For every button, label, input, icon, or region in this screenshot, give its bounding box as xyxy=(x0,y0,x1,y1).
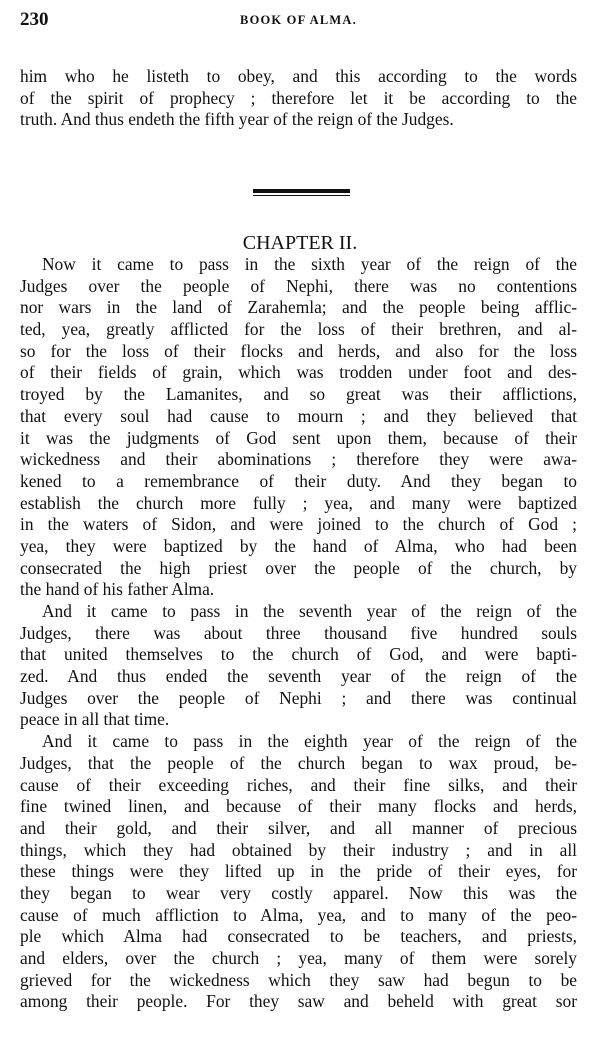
text-line: these things were they lifted up in the pride of their eyes, for xyxy=(20,861,577,882)
text-line: it was the judgments of God sent upon them, because of their xyxy=(20,427,577,448)
text-line: things, which they had obtained by their industry ; and in all xyxy=(20,839,577,860)
text-line: so for the loss of their flocks and herds, and also for the loss xyxy=(20,340,577,361)
text-line: grieved for the wickedness which they saw had begun to be xyxy=(20,969,577,990)
text-line: Judges, that the people of the church began to wax proud, be- xyxy=(20,752,577,773)
text-line: and elders, over the church ; yea, many of them were sorely xyxy=(20,948,577,968)
text-line: Judges over the people of Nephi ; and there was continual xyxy=(20,687,577,708)
text-line: Judges, there was about three thousand five hundred souls xyxy=(20,622,577,643)
text-line: troyed by the Lamanites, and so great was their afflictions, xyxy=(20,384,577,405)
text-line: wickedness and their abominations ; therefore they were awa- xyxy=(20,449,577,470)
text-line: ted, yea, greatly afflicted for the loss of their brethren, and al- xyxy=(20,319,577,340)
text-line: zed. And thus ended the seventh year of the reign of the xyxy=(20,666,577,687)
page-number: 230 xyxy=(20,9,49,30)
text-line: consecrated the high priest over the people of the church, by xyxy=(20,557,577,578)
text-line: cause of their exceeding riches, and their fine silks, and their xyxy=(20,774,577,795)
text-line: the hand of his father Alma. xyxy=(20,579,215,600)
text-line: And it came to pass in the seventh year of the reign of the xyxy=(42,601,577,621)
text-line: that every soul had cause to mourn ; and they believed that xyxy=(20,405,577,426)
text-line: Now it came to pass in the sixth year of the reign of the xyxy=(42,254,577,274)
chapter-divider-rule xyxy=(253,189,350,196)
text-line: peace in all that time. xyxy=(20,709,170,730)
text-line: establish the church more fully ; yea, and many were baptized xyxy=(20,492,577,513)
intro-paragraph xyxy=(20,66,577,131)
chapter-body xyxy=(20,254,577,1013)
text-line: and their gold, and their silver, and all manner of precious xyxy=(20,817,577,838)
text-line: And it came to pass in the eighth year of the reign of the xyxy=(42,731,577,752)
text-line: of their fields of grain, which was trodden under foot and des- xyxy=(20,362,577,383)
text-line: of the spirit of prophecy ; therefore let it be according to the xyxy=(20,87,577,108)
chapter-title: CHAPTER II. xyxy=(242,232,358,254)
text-line: among their people. For they saw and beheld with great sor xyxy=(20,991,577,1012)
text-line: nor wars in the land of Zarahemla; and the people being afflic- xyxy=(20,297,577,318)
text-line: fine twined linen, and because of their many flocks and herds, xyxy=(20,796,577,817)
text-line: kened to a remembrance of their duty. And they began to xyxy=(20,470,577,491)
text-line: yea, they were baptized by the hand of Alma, who had been xyxy=(20,535,577,556)
text-line: they began to wear very costly apparel. Now this was the xyxy=(20,882,577,903)
text-line: Judges over the people of Nephi, there was no contentions xyxy=(20,275,577,296)
text-line: ple which Alma had consecrated to be teachers, and priests, xyxy=(20,926,577,947)
text-line: that united themselves to the church of God, and were bapti- xyxy=(20,644,577,665)
text-line: cause of much affliction to Alma, yea, and to many of the peo- xyxy=(20,904,577,925)
page-header xyxy=(20,9,577,33)
text-line: him who he listeth to obey, and this according to the words xyxy=(20,66,577,86)
running-head: BOOK OF ALMA. xyxy=(240,13,357,27)
text-line: truth. And thus endeth the fifth year of the reign of the Judges. xyxy=(20,109,454,130)
text-line: in the waters of Sidon, and were joined to the church of God ; xyxy=(20,514,577,535)
